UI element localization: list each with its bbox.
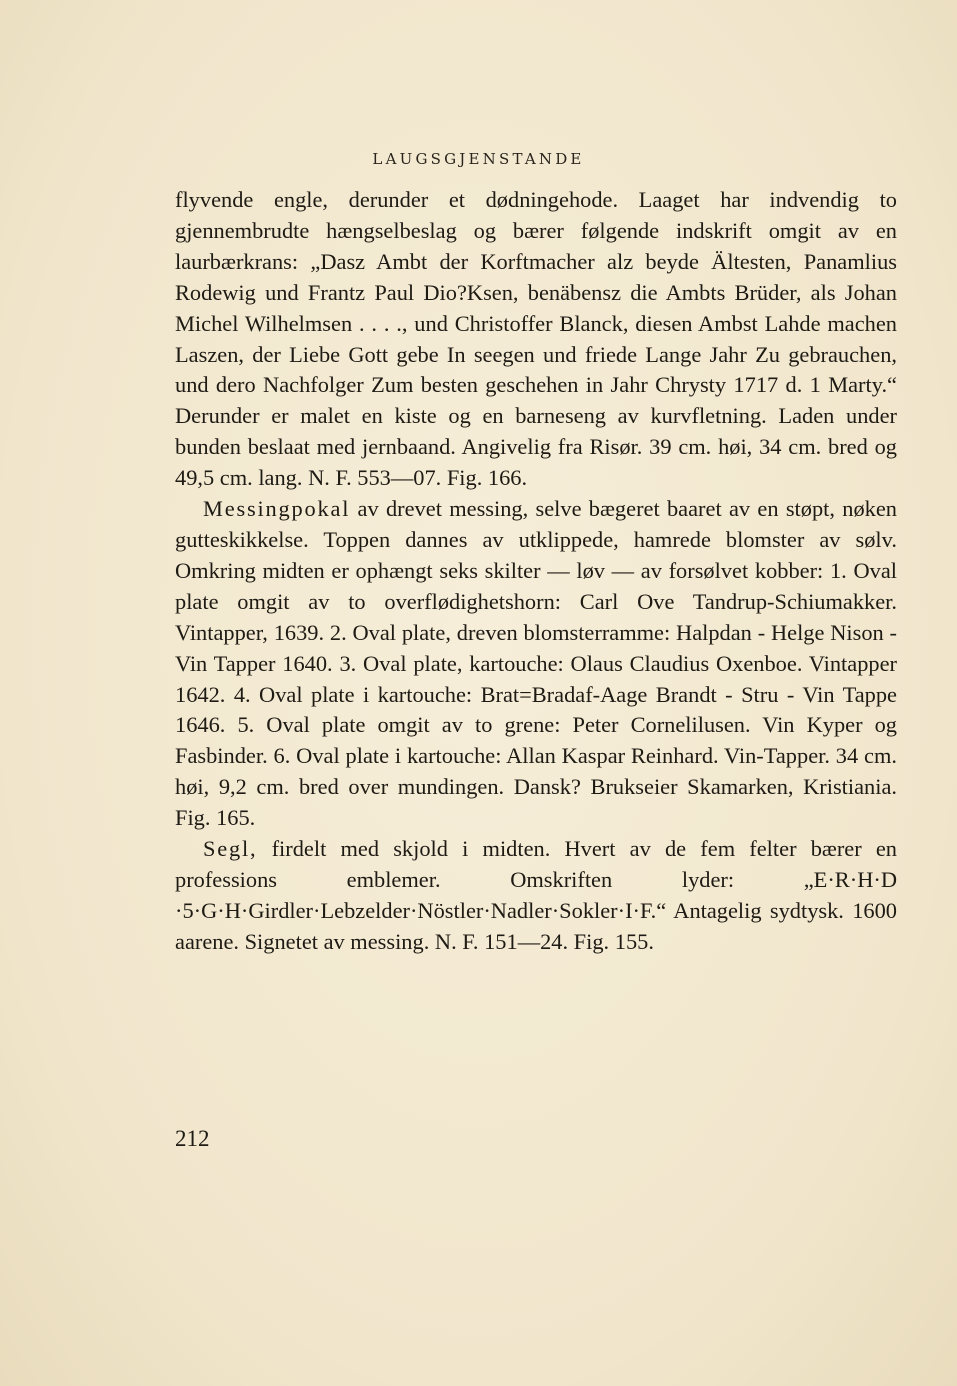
entry-text-segl: firdelt med skjold i midten. Hvert av de fem felter bærer en professions emblemer. Omskriften lyder: „E·R·H·D ·5·G·H·Girdler·Lebzelder·Nöstler·Nadler·Sokler·I·F.“ Antagelig sydtysk. 1600 aarene. Signetet av messing. N. F. 151—24. Fig. 155. xyxy=(175,836,897,954)
paragraph-segl xyxy=(175,834,897,958)
running-header: LAUGSGJENSTANDE xyxy=(372,150,585,168)
paragraph-laden-description: flyvende engle, derunder et dødningehode. Laaget har indvendig to gjennembrudte hængselbeslag og bærer følgende indskrift omgit av en laurbærkrans: „Dasz Ambt der Korftmacher alz beyde Ältesten, Panamlius Rodewig und Frantz Paul Dio?Ksen, benäbensz die Ambts Brüder, als Johan Michel Wilhelmsen . . . ., und Christoffer Blanck, diesen Ambst Lahde machen Laszen, der Liebe Gott gebe In seegen und friede Lange Jahr Zu gebrauchen, und dero Nachfolger Zum besten geschehen in Jahr Chrysty 1717 d. 1 Marty.“ Derunder er malet en kiste og en barneseng av kurvfletning. Laden under bunden beslaat med jernbaand. Angivelig fra Risør. 39 cm. høi, 34 cm. bred og 49,5 cm. lang. N. F. 553—07. Fig. 166. xyxy=(175,187,897,491)
entry-text-messingpokal: av drevet messing, selve bægeret baaret av en støpt, nøken gutteskikkelse. Toppen dannes av utklippede, hamrede blomster av sølv. Omkring midten er ophængt seks skilter — løv — av forsølvet kobber: 1. Oval plate omgit av to overflødighetshorn: Carl Ove Tandrup-Schiumakker. Vintapper, 1639. 2. Oval plate, dreven blomsterramme: Halpdan - Helge Nison - Vin Tapper 1640. 3. Oval plate, kartouche: Olaus Claudius Oxenboe. Vintapper 1642. 4. Oval plate i kartouche: Brat=Bradaf-Aage Brandt - Stru - Vin Tappe 1646. 5. Oval plate omgit av to grene: Peter Cornelilusen. Vin Kyper og Fasbinder. 6. Oval plate i kartouche: Allan Kaspar Reinhard. Vin-Tapper. 34 cm. høi, 9,2 cm. bred over mundingen. Dansk? Brukseier Skamarken, Kristiania. Fig. 165. xyxy=(175,496,897,831)
page-number: 212 xyxy=(175,1126,210,1151)
body-text xyxy=(175,185,897,958)
paragraph-messingpokal xyxy=(175,494,897,834)
entry-title-segl: Segl, xyxy=(203,836,258,862)
entry-title-messingpokal: Messingpokal xyxy=(203,496,351,522)
